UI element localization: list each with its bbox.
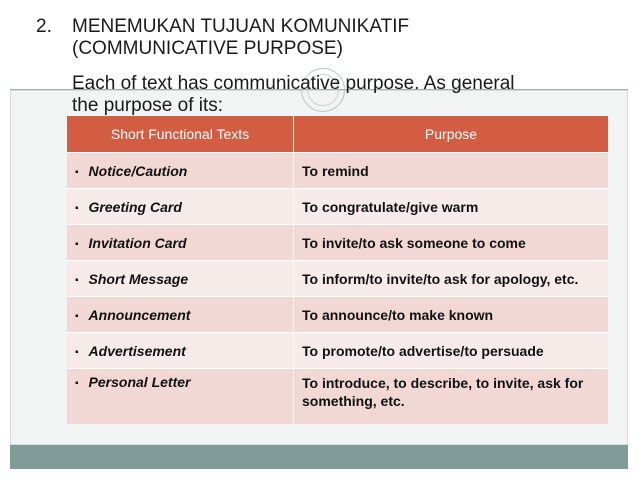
text-type-label: Announcement bbox=[88, 306, 191, 323]
title-number: 2. bbox=[36, 16, 52, 37]
text-type-cell bbox=[67, 153, 294, 189]
bullet-icon: ▪ bbox=[75, 378, 79, 389]
header-short-functional-texts: Short Functional Texts bbox=[67, 116, 294, 153]
bullet-icon: ▪ bbox=[75, 166, 79, 178]
title-line-2: (COMMUNICATIVE PURPOSE) bbox=[72, 38, 343, 59]
bullet-icon: ▪ bbox=[75, 202, 79, 214]
text-type-label: Advertisement bbox=[88, 342, 186, 359]
purpose-cell: To introduce, to describe, to invite, ask for something, etc. bbox=[294, 369, 609, 425]
purpose-cell: To invite/to ask someone to come bbox=[294, 225, 609, 261]
purpose-cell: To promote/to advertise/to persuade bbox=[294, 333, 609, 369]
table-header-row bbox=[67, 116, 608, 153]
purpose-cell: To announce/to make known bbox=[294, 297, 609, 333]
text-type-label: Short Message bbox=[88, 270, 189, 287]
table-row bbox=[67, 369, 608, 425]
purpose-cell: To remind bbox=[294, 153, 609, 189]
title-line-1: MENEMUKAN TUJUAN KOMUNIKATIF bbox=[72, 16, 410, 37]
bullet-icon: ▪ bbox=[75, 274, 79, 286]
bullet-icon: ▪ bbox=[75, 310, 79, 322]
bullet-icon: ▪ bbox=[75, 346, 79, 358]
table-row bbox=[67, 189, 608, 225]
text-type-cell bbox=[67, 261, 294, 297]
text-type-cell bbox=[67, 297, 294, 333]
header-purpose: Purpose bbox=[294, 116, 609, 153]
footer-bar bbox=[10, 445, 628, 469]
text-type-cell bbox=[67, 189, 294, 225]
purpose-table bbox=[67, 116, 608, 424]
text-type-label: Personal Letter bbox=[88, 374, 191, 390]
text-type-label: Invitation Card bbox=[88, 234, 187, 251]
text-type-cell bbox=[67, 225, 294, 261]
bullet-icon: ▪ bbox=[75, 238, 79, 250]
table-row bbox=[67, 153, 608, 189]
table-row bbox=[67, 333, 608, 369]
text-type-label: Notice/Caution bbox=[88, 162, 188, 179]
body-text: Each of text has communicative purpose. As general the purpose of its: bbox=[72, 73, 515, 116]
text-type-cell bbox=[67, 333, 294, 369]
purpose-cell: To inform/to invite/to ask for apology, etc. bbox=[294, 261, 609, 297]
text-type-label: Greeting Card bbox=[88, 198, 182, 215]
text-type-cell bbox=[67, 369, 294, 425]
purpose-cell: To congratulate/give warm bbox=[294, 189, 609, 225]
table-row bbox=[67, 261, 608, 297]
slide-title bbox=[36, 16, 596, 60]
table-row bbox=[67, 225, 608, 261]
table-row bbox=[67, 297, 608, 333]
